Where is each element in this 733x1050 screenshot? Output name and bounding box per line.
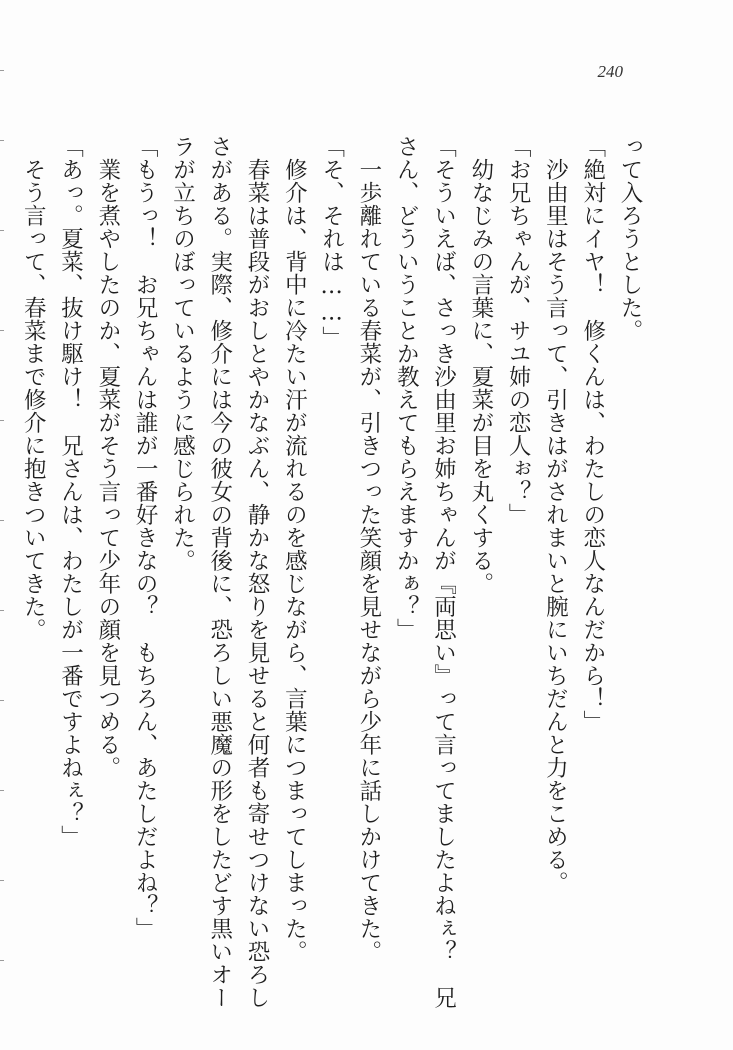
text-line: 「絶対にイヤ！ 修くんは、わたしの恋人なんだから！」 <box>579 135 606 733</box>
text-line: 沙由里はそう言って、引きはがされまいと腕にいちだんと力をこめる。 <box>542 135 569 894</box>
text-line: 「そういえば、さっき沙由里お姉ちゃんが『両思い』って言ってましたよねぇ？ 兄 <box>430 135 457 1009</box>
text-line: 幼なじみの言葉に、夏菜が目を丸くする。 <box>467 135 494 595</box>
text-line: 「そ、それは……」 <box>318 135 345 349</box>
text-line: 春菜は普段がおしとやかなぶん、静かな怒りを見せると何者も寄せつけない恐ろし <box>244 135 271 1009</box>
vertical-text-body <box>14 135 648 1015</box>
text-line: 「お兄ちゃんが、サユ姉の恋人ぉ？」 <box>505 135 532 526</box>
page-number: 240 <box>597 62 623 81</box>
text-line: 修介は、背中に冷たい汗が流れるのを感じながら、言葉につまってしまった。 <box>281 135 308 963</box>
text-line: さん、どういうことか教えてもらえますかぁ？」 <box>393 135 420 641</box>
text-line: 一歩離れている春菜が、引きつった笑顔を見せながら少年に話しかけてきた。 <box>355 135 382 963</box>
text-line: 業を煮やしたのか、夏菜がそう言って少年の顔を見つめる。 <box>94 135 121 779</box>
text-line: って入ろうとした。 <box>617 135 643 342</box>
scan-edge-marks <box>0 0 6 1050</box>
text-line: 「あっ。夏菜、抜け駆け！ 兄さんは、わたしが一番ですよねぇ？」 <box>57 135 84 848</box>
text-line: 「もうっ！ お兄ちゃんは誰が一番好きなの？ もちろん、あたしだよね？」 <box>132 135 159 940</box>
text-line: ラが立ちのぼっているように感じられた。 <box>169 135 196 572</box>
text-line: さがある。実際、修介には今の彼女の背後に、恐ろしい悪魔の形をしたどす黒いオー <box>206 135 233 1009</box>
text-line: そう言って、春菜まで修介に抱きついてきた。 <box>20 135 47 641</box>
